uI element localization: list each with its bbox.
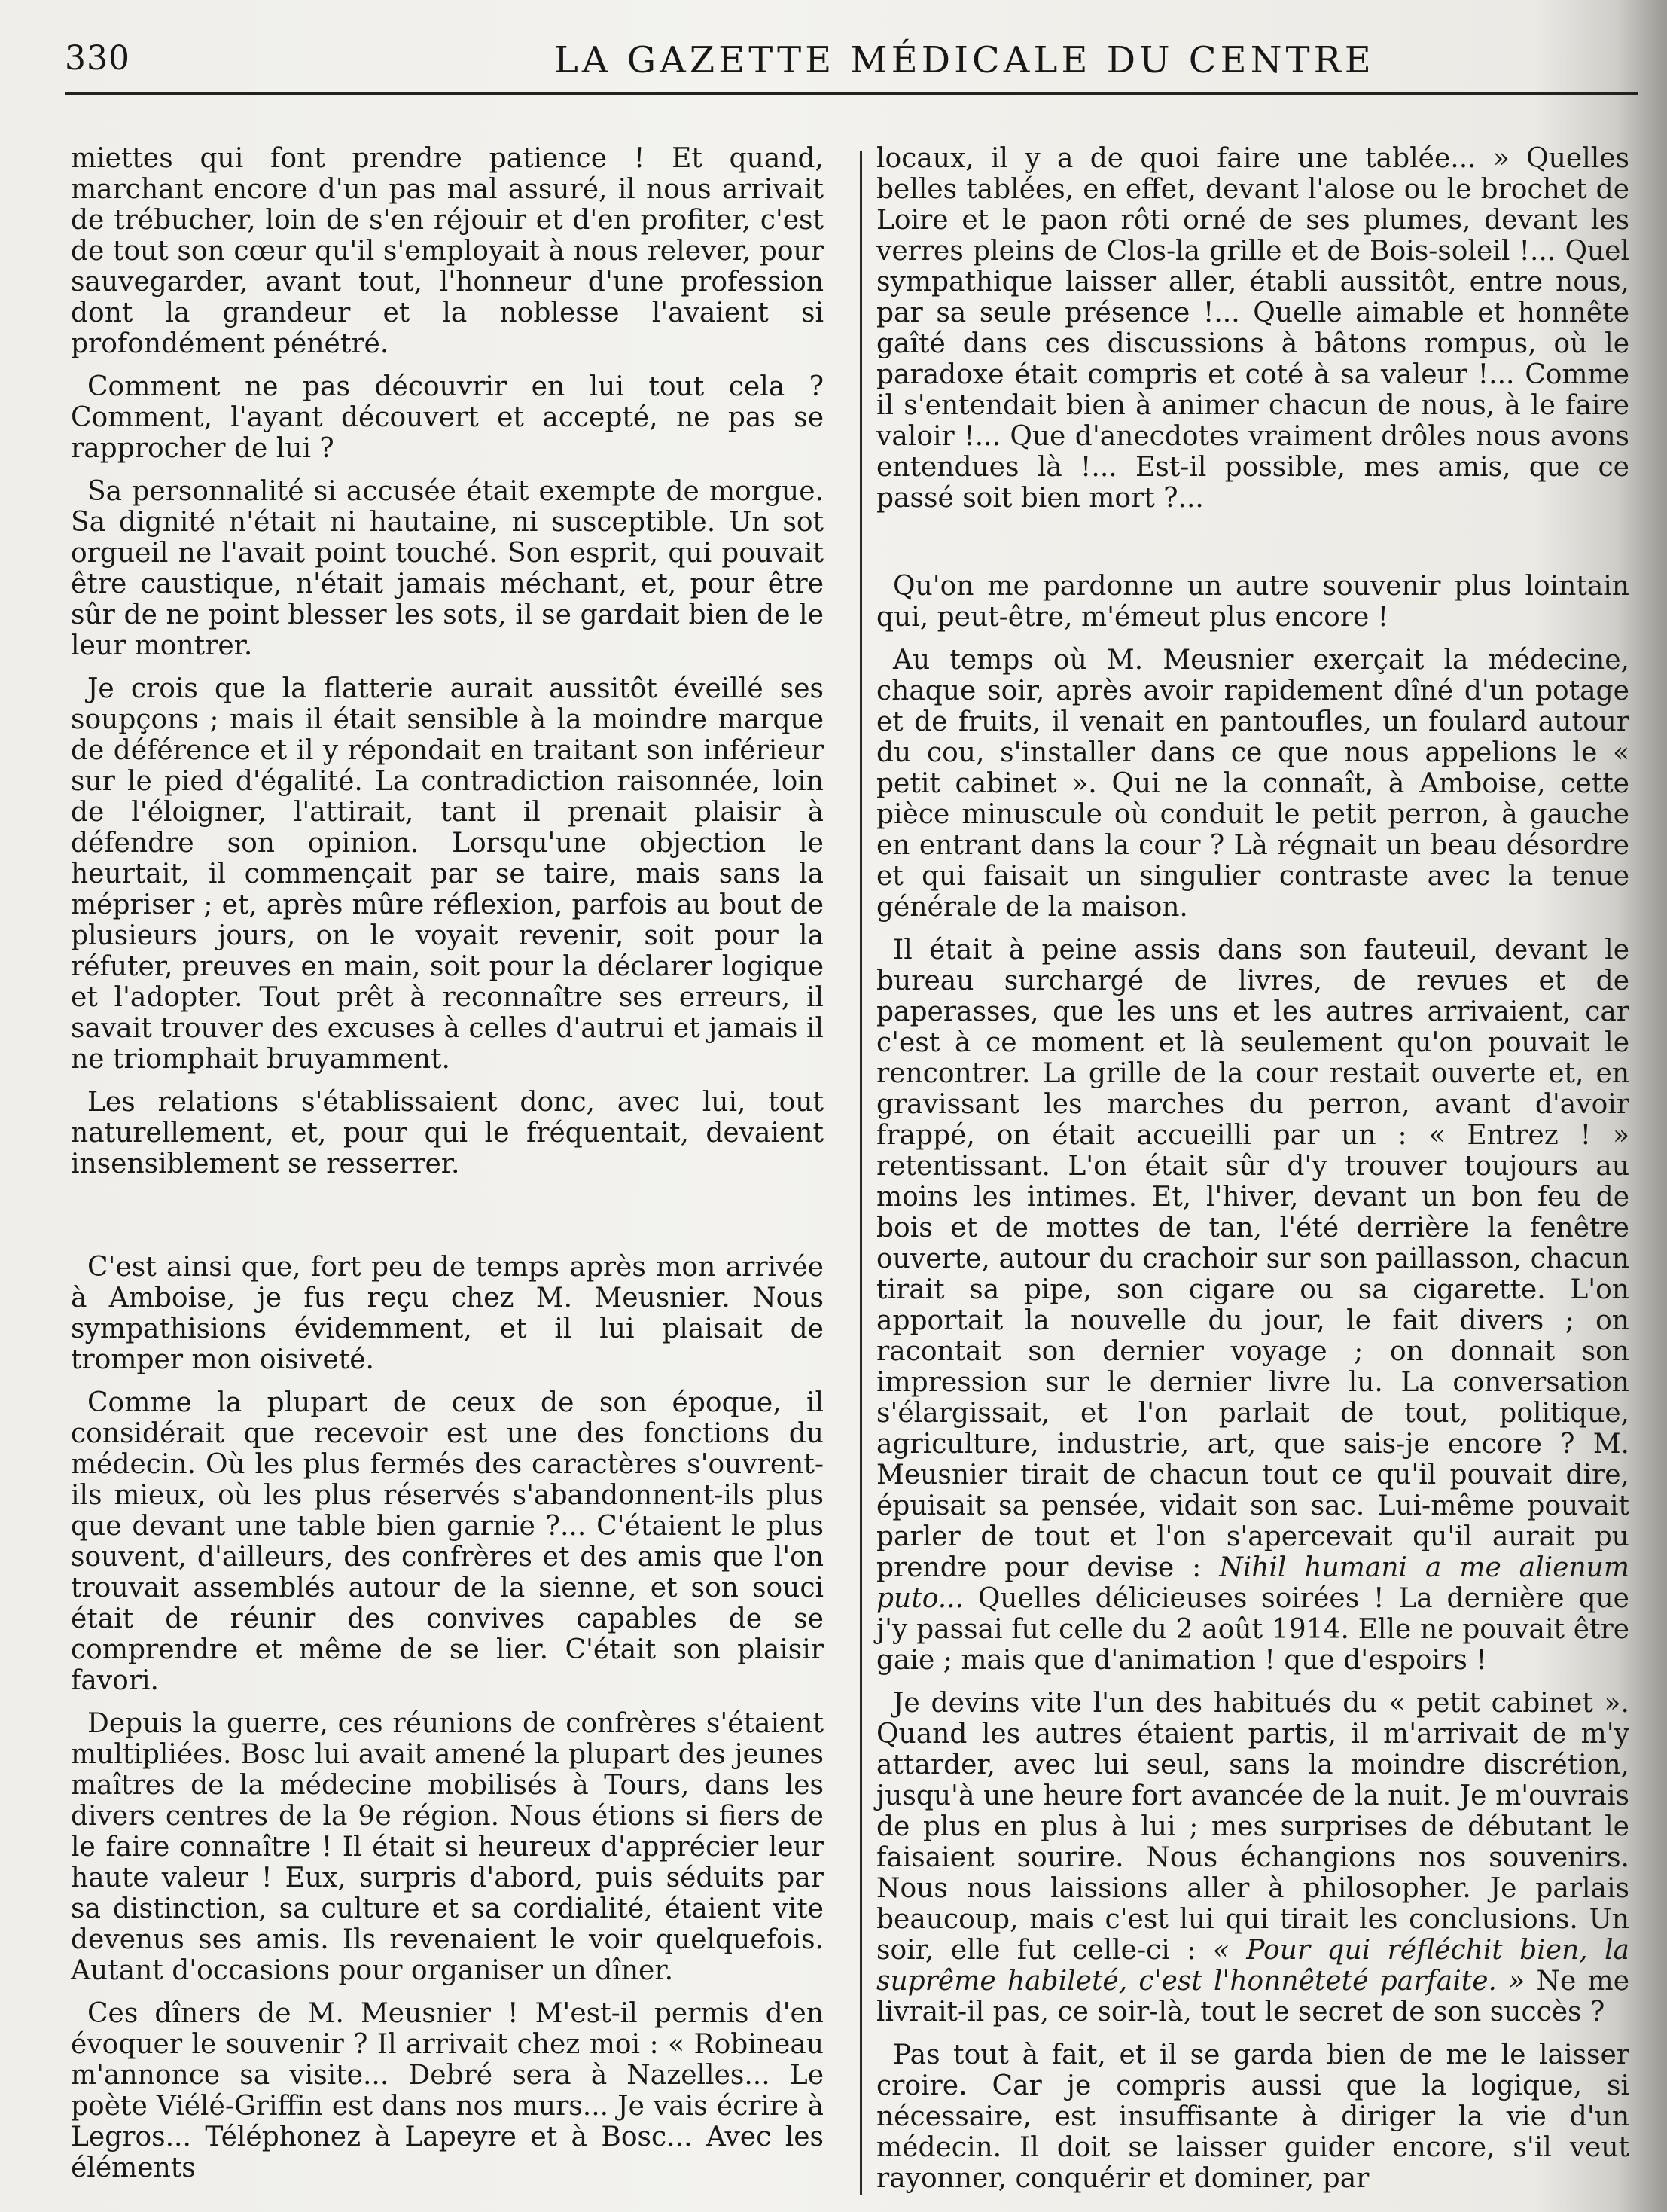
paragraph-text: Ne me livrait-il pas, ce soir-là, tout le secret de son succès ?	[876, 1966, 1629, 2027]
column-separator	[860, 151, 862, 2195]
paragraph: Je crois que la flatterie aurait aussitôt éveillé ses soupçons ; mais il était sensible à la moindre marque de déférence et il y répondait en traitant son inférieur sur le pied d'égalité. La contradiction raisonnée, loin de l'éloigner, l'attirait, tant il prenait plaisir à défendre son opinion. Lorsqu'une objection le heurtait, il commençait par se taire, mais sans la mépriser ; et, après mûre réflexion, parfois au bout de plusieurs jours, on le voyait revenir, soit pour la réfuter, preuves en main, soit pour la déclarer logique et l'adopter. Tout prêt à reconnaître ses erreurs, il savait trouver des excuses à celles d'autrui et jamais il ne triomphait bruyamment.	[71, 673, 824, 1075]
paragraph: locaux, il y a de quoi faire une tablée... » Quelles belles tablées, en effet, devant l'alose ou le brochet de Loire et le paon rôti orné de ses plumes, devant les verres pleins de Clos-la grille et de Bois-soleil !... Quel sympathique laisser aller, établi aussitôt, entre nous, par sa seule présence !... Quelle aimable et honnête gaîté dans ces discussions à bâtons rompus, où le paradoxe était compris et coté à sa valeur !... Comme il s'entendait bien à animer chacun de nous, à le faire valoir !... Que d'anecdotes vraiment drôles nous avons entendues là !... Est-il possible, mes amis, que ce passé soit bien mort ?...	[876, 143, 1629, 514]
latin-quote: Nihil humani a me alienum puto...	[876, 1552, 1629, 1614]
paragraph	[876, 1688, 1629, 2027]
paragraph: miettes qui font prendre patience ! Et quand, marchant encore d'un pas mal assuré, il nous arrivait de trébucher, loin de s'en réjouir et d'en profiter, c'est de tout son cœur qu'il s'employait à nous relever, pour sauvegarder, avant tout, l'honneur d'une profession dont la grandeur et la noblesse l'avaient si profondément pénétré.	[71, 143, 824, 359]
maxim-quote: « Pour qui réfléchit bien, la suprême habileté, c'est l'honnêteté parfaite. »	[876, 1935, 1629, 1997]
left-column	[71, 143, 824, 2195]
paragraph-text: Il était à peine assis dans son fauteuil, devant le bureau surchargé de livres, de revues et de paperasses, que les uns et les autres arrivaient, car c'est à ce moment et là seulement qu'on pouvait le rencontrer. La grille de la cour restait ouverte et, en gravissant les marches du perron, avant d'avoir frappé, on était accueilli par un : « Entrez ! » retentissant. L'on était sûr d'y trouver toujours au moins les intimes. Et, l'hiver, devant un bon feu de bois et de mottes de tan, l'été derrière la fenêtre ouverte, autour du crachoir sur son paillasson, chacun tirait sa pipe, son cigare ou sa cigarette. L'on apportait la nouvelle du jour, le fait divers ; on racontait son dernier voyage ; on donnait son impression sur le dernier livre lu. La conversation s'élargissait, et l'on parlait de tout, politique, agriculture, industrie, art, que sais-je encore ? M. Meusnier tirait de chacun tout ce qu'il pouvait dire, épuisait sa pensée, vidait son sac. Lui-même pouvait parler de tout et l'on s'apercevait qu'il aurait pu prendre pour devise :	[876, 935, 1629, 1583]
paragraph: Au temps où M. Meusnier exerçait la médecine, chaque soir, après avoir rapidement dîné d'un potage et de fruits, il venait en pantoufles, un foulard autour du cou, s'installer dans ce que nous appelions le « petit cabinet ». Qui ne la connaît, à Amboise, cette pièce minuscule où conduit le petit perron, à gauche en entrant dans la cour ? Là régnait un beau désordre et qui faisait un singulier contraste avec la tenue générale de la maison.	[876, 645, 1629, 923]
section-break	[71, 1191, 824, 1252]
paragraph	[876, 935, 1629, 1676]
page-number: 330	[65, 39, 130, 78]
paragraph: Depuis la guerre, ces réunions de confrères s'étaient multipliées. Bosc lui avait amené la plupart des jeunes maîtres de la médecine mobilisés à Tours, dans les divers centres de la 9e région. Nous étions si fiers de le faire connaître ! Il était si heureux d'apprécier leur haute valeur ! Eux, surpris d'abord, puis séduits par sa distinction, sa culture et sa cordialité, étaient vite devenus ses amis. Ils revenaient le voir quelquefois. Autant d'occasions pour organiser un dîner.	[71, 1708, 824, 1986]
running-title: LA GAZETTE MÉDICALE DU CENTRE	[554, 39, 1375, 81]
paragraph-text: Je devins vite l'un des habitués du « petit cabinet ». Quand les autres étaient partis, il m'arrivait de m'y attarder, avec lui seul, sans la moindre discrétion, jusqu'à une heure fort avancée de la nuit. Je m'ouvrais de plus en plus à lui ; mes surprises de débutant le faisaient sourire. Nous échangions nos souvenirs. Nous nous laissions aller à philosopher. Je parlais beaucoup, mais c'est lui qui tirait les conclusions. Un soir, elle fut celle-ci :	[876, 1688, 1629, 1966]
paragraph: Comme la plupart de ceux de son époque, il considérait que recevoir est une des fonctions du médecin. Où les plus fermés des caractères s'ouvrent-ils mieux, où les plus réservés s'abandonnent-ils plus que devant une table bien garnie ?... C'étaient le plus souvent, d'ailleurs, des confrères et des amis que l'on trouvait assemblés autour de la sienne, et son souci était de réunir des convives capables de se comprendre et même de se lier. C'était son plaisir favori.	[71, 1387, 824, 1696]
paragraph: Ces dîners de M. Meusnier ! M'est-il permis d'en évoquer le souvenir ? Il arrivait chez moi : « Robineau m'annonce sa visite... Debré sera à Nazelles... Le poète Viélé-Griffin est dans nos murs... Je vais écrire à Legros... Téléphonez à Lapeyre et à Bosc... Avec les éléments	[71, 1998, 824, 2183]
paragraph: Les relations s'établissaient donc, avec lui, tout naturellement, et, pour qui le fréquentait, devaient insensiblement se resserrer.	[71, 1087, 824, 1179]
paragraph: C'est ainsi que, fort peu de temps après mon arrivée à Amboise, je fus reçu chez M. Meusnier. Nous sympathisions évidemment, et il lui plaisait de tromper mon oisiveté.	[71, 1252, 824, 1375]
section-break	[876, 526, 1629, 571]
page-header	[65, 33, 1631, 93]
paragraph: Sa personnalité si accusée était exempte de morgue. Sa dignité n'était ni hautaine, ni susceptible. Un sot orgueil ne l'avait point touché. Son esprit, qui pouvait être caustique, n'était jamais méchant, et, pour être sûr de ne point blesser les sots, il se gardait bien de le leur montrer.	[71, 476, 824, 661]
paragraph: Pas tout à fait, et il se garda bien de me le laisser croire. Car je compris aussi que la logique, si nécessaire, est insuffisante à diriger la vie d'un médecin. Il doit se laisser guider encore, s'il veut rayonner, conquérir et dominer, par	[876, 2040, 1629, 2194]
header-rule	[65, 92, 1638, 95]
paragraph: Comment ne pas découvrir en lui tout cela ? Comment, l'ayant découvert et accepté, ne pas se rapprocher de lui ?	[71, 371, 824, 464]
paragraph-text: Quelles délicieuses soirées ! La dernière que j'y passai fut celle du 2 août 1914. Elle ne pouvait être gaie ; mais que d'animation ! que d'espoirs !	[876, 1583, 1629, 1676]
paragraph: Qu'on me pardonne un autre souvenir plus lointain qui, peut-être, m'émeut plus encore !	[876, 571, 1629, 633]
right-column	[876, 143, 1629, 2206]
